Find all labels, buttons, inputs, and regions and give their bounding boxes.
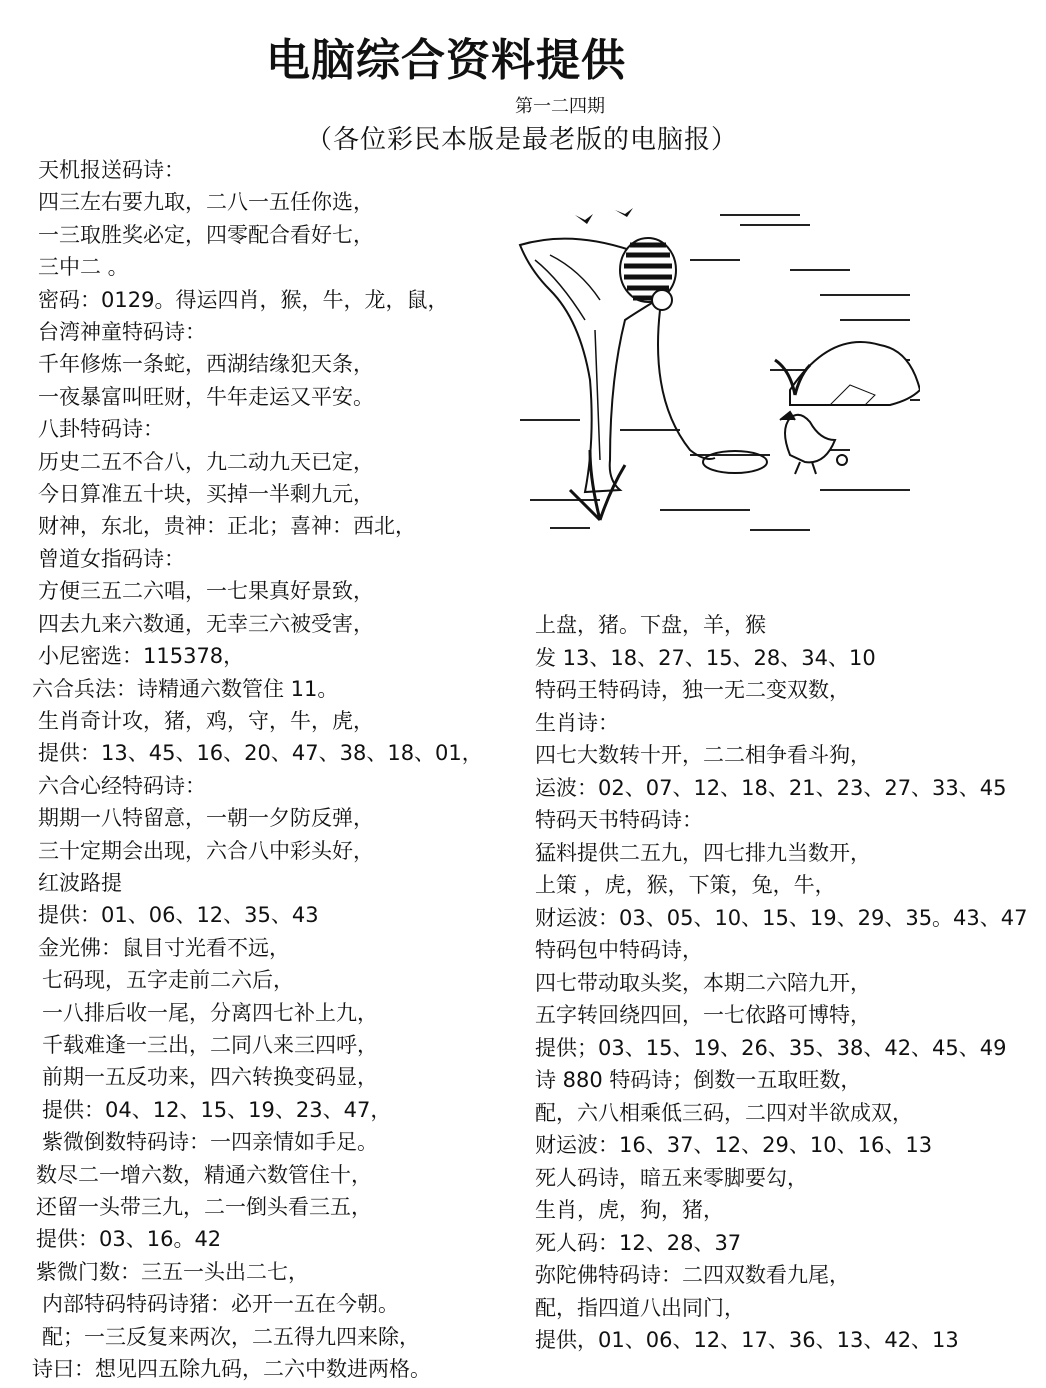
text-line: 八卦特码诗： [38, 417, 164, 442]
text-line: 金光佛：鼠目寸光看不远， [38, 935, 290, 960]
rooster-icon [780, 412, 835, 474]
text-line: 生肖奇计攻，猪，鸡，守，牛，虎， [38, 708, 374, 733]
text-line: 紫微门数：三五一头出二七， [36, 1259, 309, 1284]
text-line: 诗曰：想见四五除九码，二六中数进两格。 [32, 1357, 431, 1382]
text-line: 配，六八相乘低三码，二四对半欲成双， [535, 1100, 913, 1125]
right-column [535, 609, 1028, 1357]
text-line: 三中二 。 [38, 255, 129, 280]
text-line: 一八排后收一尾，分离四七补上九， [42, 1000, 378, 1025]
subtitle: （各位彩民本版是最老版的电脑报） [306, 125, 739, 155]
text-line: 还留一头带三九，二一倒头看三五， [36, 1195, 372, 1219]
text-line: 特码包中特码诗， [535, 938, 703, 962]
text-line: 配，指四道八出同门， [535, 1295, 745, 1320]
text-line: 六合心经特码诗： [38, 773, 206, 798]
text-line: 发 13、18、27、15、28、34、10 [535, 645, 876, 670]
text-line: 一三取胜奖必定，四零配合看好七， [38, 222, 374, 247]
text-line: 数尽二一增六数，精通六数管住十， [36, 1162, 372, 1187]
rock [790, 342, 920, 405]
text-line: 红波路提 [38, 870, 122, 895]
text-line: 诗 880 特码诗；倒数一五取旺数， [535, 1068, 862, 1092]
text-line: 紫微倒数特码诗：一四亲情如手足。 [42, 1130, 378, 1155]
text-line: 四七大数转十开，二二相争看斗狗， [535, 743, 871, 767]
text-line: 一夜暴富叫旺财，牛年走运又平安。 [38, 384, 374, 409]
text-line: 上策 ，虎，猴，下策，兔，牛， [535, 873, 836, 897]
text-line: 提供：04、12、15、19、23、47， [42, 1097, 392, 1122]
text-line: 生肖诗： [535, 710, 619, 735]
text-line: 前期一五反功来，四六转换变码显， [42, 1065, 378, 1090]
text-line: 提供；03、15、19、26、35、38、42、45、49 [535, 1035, 1007, 1060]
birds-icon [575, 208, 633, 224]
text-line: 弥陀佛特码诗：二四双数看九尾， [535, 1263, 850, 1287]
text-line: 六合兵法：诗精通六数管住 11。 [32, 676, 339, 701]
text-line: 特码天书特码诗： [535, 808, 703, 832]
text-line: 四七带动取头奖，本期二六陪九开， [535, 970, 871, 995]
leash [658, 310, 715, 459]
text-line: 内部特码特码诗猪：必开一五在今朝。 [42, 1292, 399, 1317]
issue-number: 第一二四期 [515, 96, 605, 117]
text-line: 千年修炼一条蛇，西湖结缘犯天条， [38, 352, 374, 377]
ball [837, 455, 847, 465]
text-line: 五字转回绕四回，一七依路可博特， [535, 1003, 871, 1027]
left-column [32, 154, 483, 1385]
text-line: 财运波：03、05、10、15、19、29、35。43、47 [535, 905, 1028, 930]
illustration-cat-rooster [490, 200, 920, 580]
text-line: 七码现，五字走前二六后， [42, 968, 294, 993]
text-line: 特码王特码诗，独一无二变双数， [535, 678, 850, 702]
text-line: 台湾神童特码诗： [38, 320, 206, 345]
text-line: 提供：01、06、12、35、43 [38, 903, 319, 928]
text-line: 死人码：12、28、37 [535, 1230, 742, 1255]
text-line: 四三左右要九取，二八一五任你选， [38, 190, 374, 215]
text-line: 密码：0129。得运四肖，猴，牛，龙，鼠， [38, 287, 449, 312]
text-line: 配；一三反复来两次，二五得九四来除， [42, 1324, 420, 1349]
text-line: 历史二五不合八，九二动九天已定， [38, 449, 374, 474]
text-line: 提供：03、16。42 [36, 1227, 222, 1252]
text-line: 千载难逢一三出，二同八来三四呼， [42, 1032, 378, 1057]
text-line: 运波：02、07、12、18、21、23、27、33、45 [535, 775, 1007, 800]
text-line: 提供，01、06、12、17、36、13、42、13 [535, 1328, 959, 1352]
text-line: 曾道女指码诗： [38, 546, 185, 571]
text-line: 财神，东北，贵神：正北；喜神：西北， [38, 514, 416, 539]
text-line: 方便三五二六唱，一七果真好景致， [38, 579, 374, 604]
text-line: 猛料提供二五九，四七排九当数开， [535, 840, 871, 865]
text-line: 死人码诗，暗五来零脚要勾， [535, 1165, 808, 1190]
text-line: 三十定期会出现，六合八中彩头好， [38, 838, 374, 863]
page-title: 电脑综合资料提供 [266, 35, 626, 86]
text-line: 财运波：16、37、12、29、10、16、13 [535, 1133, 933, 1157]
text-line: 上盘，猪。下盘，羊，猴 [535, 613, 766, 637]
text-line: 天机报送码诗： [38, 158, 185, 182]
text-line: 提供：13、45、16、20、47、38、18、01， [38, 741, 483, 766]
text-line: 小尼密选：115378， [38, 644, 245, 669]
text-line: 今日算准五十块，买掉一半剩九元， [38, 482, 374, 507]
text-line: 生肖，虎，狗，猪， [535, 1198, 724, 1222]
text-line: 期期一八特留意，一朝一夕防反弹， [38, 806, 374, 831]
text-line: 四去九来六数通，无幸三六被受害， [38, 611, 374, 636]
